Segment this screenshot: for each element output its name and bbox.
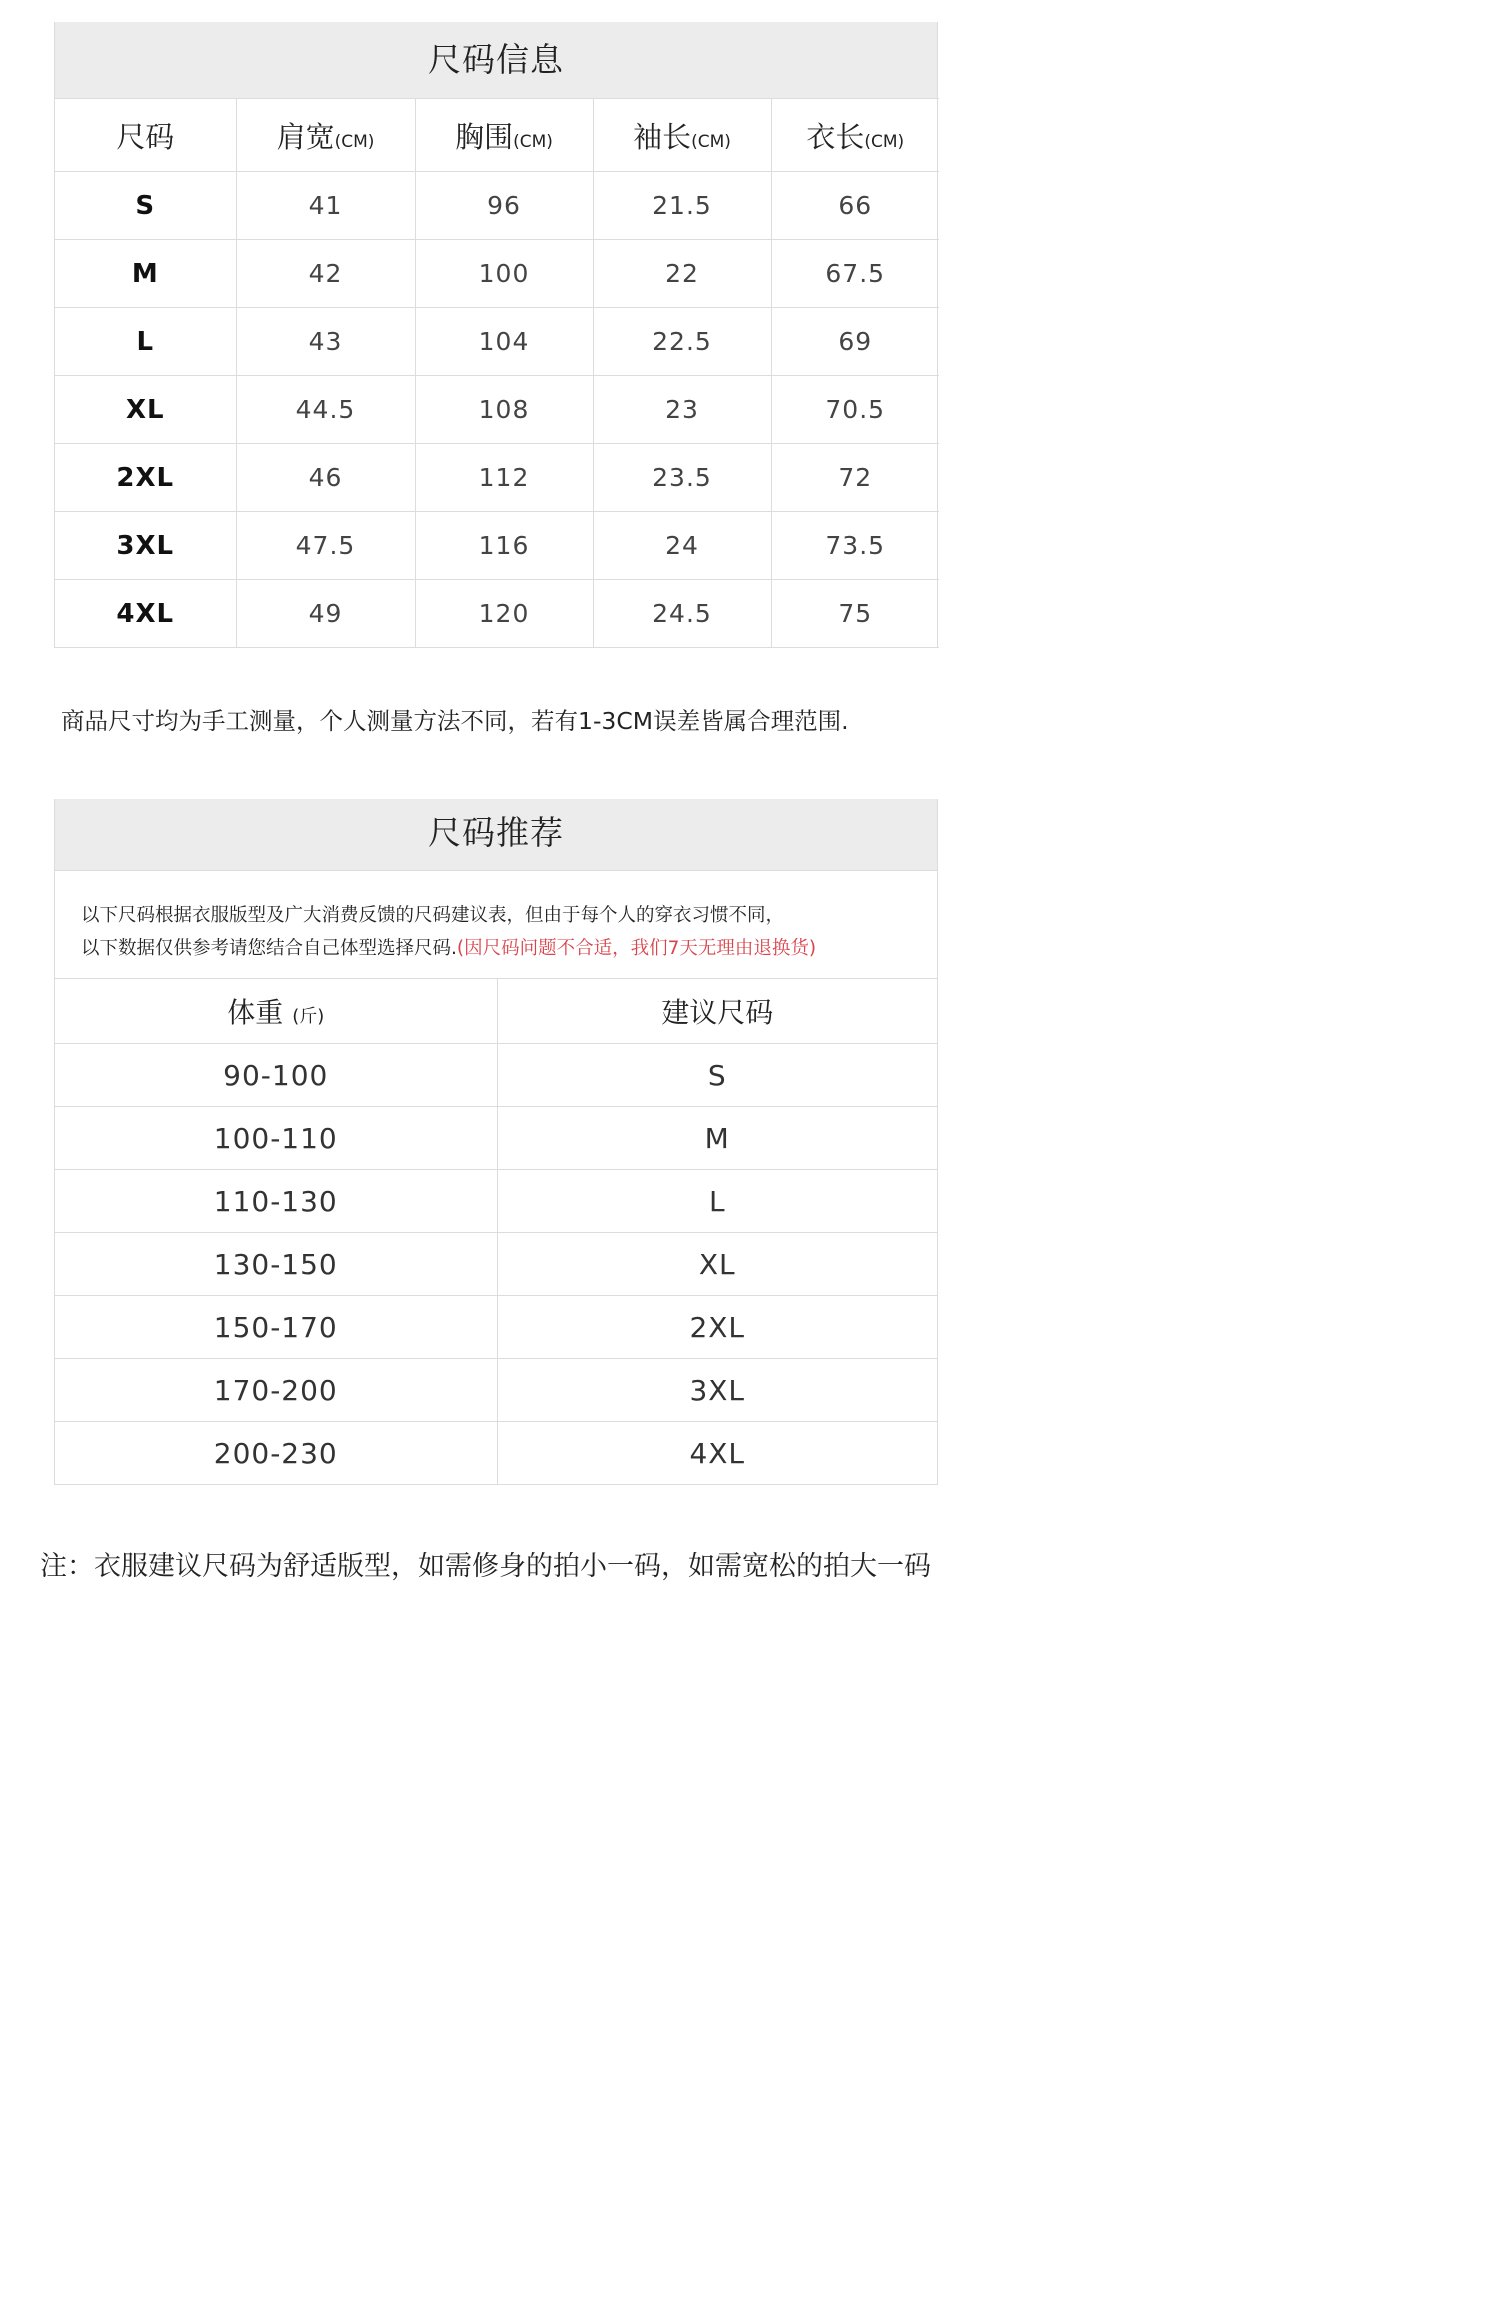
size-row <box>55 240 939 308</box>
size-recommend-title: 尺码推荐 <box>55 799 937 870</box>
weight-range-cell: 150-170 <box>55 1296 497 1359</box>
measurement-cell: 44.5 <box>236 376 415 444</box>
recommend-row <box>55 1170 937 1233</box>
size-recommend-grid <box>55 978 937 1485</box>
weight-range-cell: 110-130 <box>55 1170 497 1233</box>
measurement-cell: 47.5 <box>236 512 415 580</box>
recommend-header-row <box>55 979 937 1044</box>
header-shoulder <box>236 99 415 172</box>
size-info-title: 尺码信息 <box>55 22 937 98</box>
suggested-size-cell: XL <box>497 1233 937 1296</box>
header-label: 肩宽 <box>276 119 335 154</box>
suggested-size-cell: L <box>497 1170 937 1233</box>
header-size <box>55 99 236 172</box>
size-recommend-table <box>54 799 938 1485</box>
header-unit: (CM) <box>513 131 553 152</box>
header-label: 衣长 <box>806 119 865 154</box>
weight-range-cell: 100-110 <box>55 1107 497 1170</box>
recommend-desc-line2 <box>81 932 937 965</box>
weight-range-cell: 200-230 <box>55 1422 497 1485</box>
size-row <box>55 172 939 240</box>
size-label-cell: 4XL <box>55 580 236 648</box>
size-label-cell: M <box>55 240 236 308</box>
size-label-cell: L <box>55 308 236 376</box>
size-row <box>55 444 939 512</box>
measurement-cell: 116 <box>415 512 593 580</box>
measurement-cell: 70.5 <box>771 376 939 444</box>
measurement-cell: 112 <box>415 444 593 512</box>
header-chest <box>415 99 593 172</box>
recommend-row <box>55 1422 937 1485</box>
measurement-cell: 46 <box>236 444 415 512</box>
weight-range-cell: 130-150 <box>55 1233 497 1296</box>
size-info-body <box>55 172 939 648</box>
header-unit: (CM) <box>691 131 731 152</box>
header-label: 袖长 <box>633 119 692 154</box>
size-info-table <box>54 22 938 648</box>
measurement-cell: 23.5 <box>593 444 771 512</box>
recommend-desc-line1: 以下尺码根据衣服版型及广大消费反馈的尺码建议表，但由于每个人的穿衣习惯不同， <box>81 905 785 926</box>
header-unit: (CM) <box>864 131 905 152</box>
recommend-row <box>55 1359 937 1422</box>
recommend-row <box>55 1107 937 1170</box>
size-info-grid <box>55 98 939 648</box>
header-label: 尺码 <box>116 119 175 154</box>
measurement-cell: 66 <box>771 172 939 240</box>
suggested-size-cell: S <box>497 1044 937 1107</box>
measurement-cell: 108 <box>415 376 593 444</box>
measurement-cell: 72 <box>771 444 939 512</box>
measurement-cell: 120 <box>415 580 593 648</box>
suggested-size-cell: M <box>497 1107 937 1170</box>
size-info-header-row <box>55 99 939 172</box>
size-row <box>55 512 939 580</box>
measurement-cell: 24 <box>593 512 771 580</box>
measurement-cell: 75 <box>771 580 939 648</box>
header-unit: (CM) <box>334 131 375 152</box>
size-row <box>55 376 939 444</box>
measurement-cell: 43 <box>236 308 415 376</box>
header-sleeve <box>593 99 771 172</box>
suggested-size-cell: 3XL <box>497 1359 937 1422</box>
recommend-description <box>55 870 937 978</box>
header-length <box>771 99 939 172</box>
size-recommend-body <box>55 1044 937 1485</box>
measurement-cell: 69 <box>771 308 939 376</box>
recommend-row <box>55 1044 937 1107</box>
header-label: 建议尺码 <box>661 996 774 1029</box>
recommend-row <box>55 1233 937 1296</box>
measurement-cell: 24.5 <box>593 580 771 648</box>
measurement-cell: 23 <box>593 376 771 444</box>
measurement-note: 商品尺寸均为手工测量，个人测量方法不同，若有1-3CM误差皆属合理范围. <box>61 707 849 735</box>
header-label: 体重 <box>227 996 284 1029</box>
suggested-size-cell: 2XL <box>497 1296 937 1359</box>
measurement-cell: 42 <box>236 240 415 308</box>
header-label: 胸围 <box>455 119 514 154</box>
measurement-cell: 49 <box>236 580 415 648</box>
measurement-cell: 67.5 <box>771 240 939 308</box>
measurement-cell: 22.5 <box>593 308 771 376</box>
size-label-cell: S <box>55 172 236 240</box>
header-weight <box>55 979 497 1044</box>
measurement-cell: 104 <box>415 308 593 376</box>
size-label-cell: XL <box>55 376 236 444</box>
suggested-size-cell: 4XL <box>497 1422 937 1485</box>
measurement-cell: 22 <box>593 240 771 308</box>
header-unit: (斤) <box>292 1006 325 1027</box>
size-label-cell: 2XL <box>55 444 236 512</box>
size-label-cell: 3XL <box>55 512 236 580</box>
size-row <box>55 580 939 648</box>
recommend-desc-text: 以下数据仅供参考请您结合自己体型选择尺码. <box>81 938 457 959</box>
measurement-cell: 100 <box>415 240 593 308</box>
recommend-row <box>55 1296 937 1359</box>
header-suggested-size <box>497 979 937 1044</box>
return-policy-note: (因尺码问题不合适，我们7天无理由退换货) <box>456 938 817 959</box>
measurement-cell: 96 <box>415 172 593 240</box>
weight-range-cell: 90-100 <box>55 1044 497 1107</box>
measurement-cell: 41 <box>236 172 415 240</box>
footer-note: 注：衣服建议尺码为舒适版型，如需修身的拍小一码，如需宽松的拍大一码 <box>40 1551 931 1582</box>
size-row <box>55 308 939 376</box>
measurement-cell: 73.5 <box>771 512 939 580</box>
weight-range-cell: 170-200 <box>55 1359 497 1422</box>
measurement-cell: 21.5 <box>593 172 771 240</box>
